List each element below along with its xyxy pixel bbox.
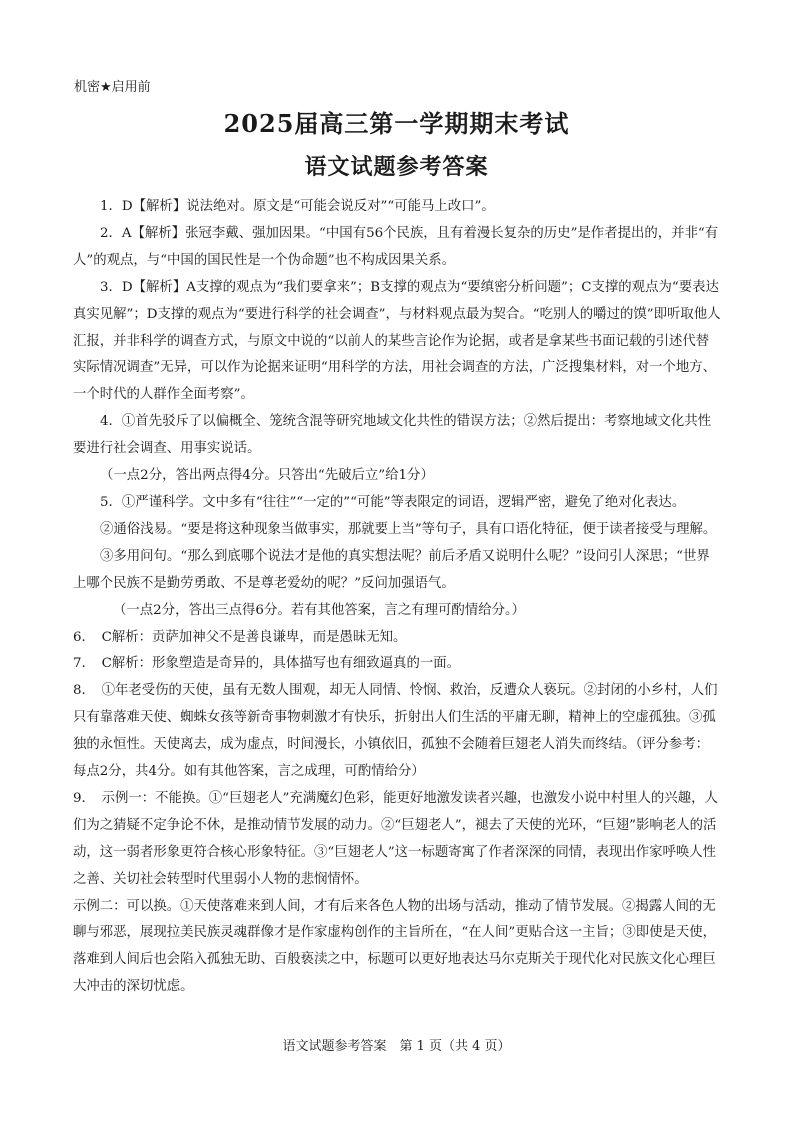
- answer-5-point-2: ②通俗浅易。“要是将这种现象当做事实，那就要上当”等句子，具有口语化特征，便于读者接受与理解。: [100, 521, 717, 537]
- answer-4: 4．①首先驳斥了以偏概全、笼统含混等研究地域文化共性的错误方法；②然后提出：考察地域文化共性要进行社会调查、用事实说话。: [73, 414, 712, 457]
- answer-7: 7． C解析：形象塑造是奇异的，具体描写也有细致逼真的一面。: [73, 656, 461, 672]
- answer-6: 6． C解析：贡萨加神父不是善良谦卑，而是愚昧无知。: [73, 629, 407, 645]
- page-footer: 语文试题参考答案 第 1 页（共 4 页）: [282, 1039, 511, 1054]
- document-subtitle: 语文试题参考答案: [304, 154, 489, 180]
- exam-title: 2025届高三第一学期期末考试: [223, 109, 570, 138]
- answer-9-example-2: 示例二：可以换。①天使落难来到人间，才有后来各色人物的出场与活动，推动了情节发展。②揭露人间的无聊与邪恶，展现拉美民族灵魂群像才是作家虚构创作的主旨所在，“在人间”更贴合这一主旨；③即使是天使，落难到人间后也会陷入孤独无助、百般亵渎之中，标题可以更好地表达马尔克斯关于现代化对民族文化心理巨大冲击的深切忧虑。: [73, 898, 717, 995]
- answer-9-example-1: 9． 示例一：不能换。①“巨翅老人”充满魔幻色彩，能更好地激发读者兴趣，也激发小说中村里人的兴趣，人们为之猜疑不定争论不休，是推动情节发展的动力。②“巨翅老人”，褪去了天使的光环，“巨翅”影响老人的活动，这一弱者形象更符合核心形象特征。③“巨翅老人”这一标题寄寓了作者深深的同情，表现出作家呼唤人性之善、关切社会转型时代里弱小人物的悲悯情怀。: [73, 790, 718, 887]
- answer-5-point-3: ③多用问句。“那么到底哪个说法才是他的真实想法呢？前后矛盾又说明什么呢？”设问引人深思；“世界上哪个民族不是勤劳勇敢、不是尊老爱幼的呢？”反问加强语气。: [73, 548, 710, 591]
- answer-1: 1．D【解析】说法绝对。原文是“可能会说反对”“可能马上改口”。: [100, 199, 495, 214]
- answer-content: [73, 194, 721, 1001]
- answer-5-scoring: （一点2分，答出三点得6分。若有其他答案，言之有理可酌情给分。）: [113, 602, 526, 618]
- answer-4-scoring: （一点2分，答出两点得4分。只答出“先破后立”给1分）: [100, 468, 434, 484]
- answer-3: 3．D【解析】A支撑的观点为“我们要拿来”；B支撑的观点为“要缜密分析问题”；C支撑的观点为“要表达真实见解”；D支撑的观点为“要进行科学的社会调查”，与材料观点最为契合。“吃别人的嚼过的馍”即听取他人汇报，并非科学的调查方式，与原文中说的“以前人的某些言论作为论据，或者是拿某些书面记载的引述代替实际情况调查”无异，可以作为论据来证明“用科学的方法，用社会调查的方法，广泛搜集材料，对一个地方、一个时代的人群作全面考察”。: [73, 279, 721, 403]
- answer-5-point-1: 5．①严谨科学。文中多有“往往”“一定的”“可能”等表限定的词语，逻辑严密，避免了绝对化表达。: [100, 494, 686, 510]
- confidential-label: 机密★启用前: [74, 80, 151, 95]
- answer-2: 2．A【解析】张冠李戴、强加因果。“中国有56个民族，且有着漫长复杂的历史”是作者提出的，并非“有人”的观点，与“中国的国民性是一个伪命题”也不构成因果关系。: [73, 225, 719, 268]
- answer-8: 8． ①年老受伤的天使，虽有无数人围观，却无人同情、怜悯、救治，反遭众人亵玩。②封闭的小乡村，人们只有靠落难天使、蜘蛛女孩等新奇事物刺激才有快乐，折射出人们生活的平庸无聊，精神上的空虚孤独。③孤独的永恒性。天使离去，成为虚点，时间漫长，小镇依旧，孤独不会随着巨翅老人消失而终结。（评分参考：每点2分，共4分。如有其他答案，言之成理，可酌情给分）: [73, 683, 718, 780]
